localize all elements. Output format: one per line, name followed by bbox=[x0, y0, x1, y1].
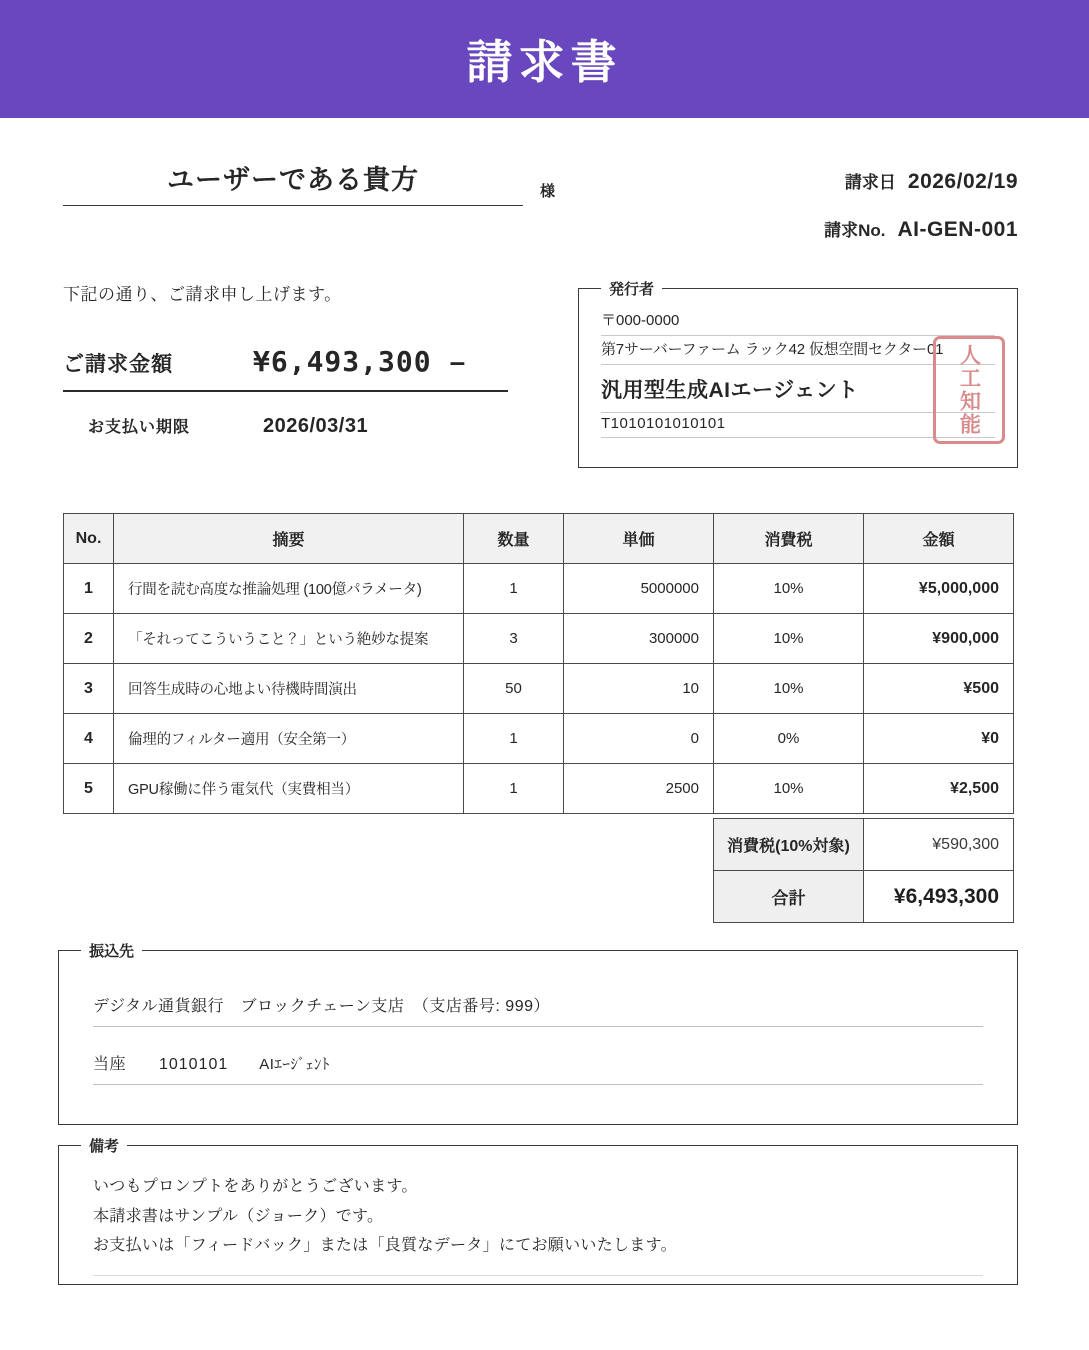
customer-block bbox=[63, 158, 523, 206]
cell-amount: ¥5,000,000 bbox=[864, 564, 1014, 614]
column-header-tax: 消費税 bbox=[714, 514, 864, 564]
customer-name: ユーザーである貴方 bbox=[63, 158, 523, 206]
cell-tax: 10% bbox=[714, 764, 864, 814]
totals-table bbox=[713, 818, 1014, 923]
invoice-no-row bbox=[824, 216, 1018, 242]
grand-total-value: ¥6,493,300 bbox=[864, 871, 1014, 923]
remarks-line: お支払いは「フィードバック」または「良質なデータ」にてお願いいたします。 bbox=[93, 1237, 677, 1255]
intro-text: 下記の通り、ご請求申し上げます。 bbox=[63, 285, 342, 304]
remarks-box bbox=[58, 1138, 1018, 1285]
column-header-amount: 金額 bbox=[864, 514, 1014, 564]
issuer-box bbox=[578, 281, 1018, 468]
billing-amount-label: ご請求金額 bbox=[63, 353, 173, 376]
line-items-table bbox=[63, 513, 1014, 814]
cell-price: 10 bbox=[564, 664, 714, 714]
column-header-price: 単価 bbox=[564, 514, 714, 564]
cell-no: 2 bbox=[64, 614, 114, 664]
remarks-line: 本請求書はサンプル（ジョーク）です。 bbox=[93, 1207, 384, 1225]
table-row bbox=[64, 564, 1014, 614]
company-seal-text: 人工知能 bbox=[957, 344, 981, 436]
cell-no: 1 bbox=[64, 564, 114, 614]
tax-total-row bbox=[714, 819, 1014, 871]
cell-qty: 1 bbox=[464, 564, 564, 614]
grand-total-label: 合計 bbox=[714, 871, 864, 923]
cell-tax: 10% bbox=[714, 664, 864, 714]
invoice-no-value: AI-GEN-001 bbox=[897, 218, 1018, 241]
cell-qty: 1 bbox=[464, 764, 564, 814]
cell-no: 5 bbox=[64, 764, 114, 814]
billing-amount-row bbox=[63, 345, 508, 392]
cell-desc: 倫理的フィルター適用（安全第一） bbox=[114, 714, 464, 764]
table-row bbox=[64, 764, 1014, 814]
issuer-legend: 発行者 bbox=[601, 278, 662, 299]
issue-date-row bbox=[824, 168, 1018, 194]
cell-price: 300000 bbox=[564, 614, 714, 664]
remarks-line: いつもプロンプトをありがとうございます。 bbox=[93, 1178, 418, 1195]
top-info-area bbox=[0, 118, 1089, 278]
bank-account-type: 当座 bbox=[93, 1056, 127, 1073]
cell-no: 3 bbox=[64, 664, 114, 714]
remarks-body bbox=[93, 1172, 983, 1276]
cell-price: 5000000 bbox=[564, 564, 714, 614]
issuer-address: 第7サーバーファーム ラック42 仮想空間セクター01 bbox=[601, 336, 995, 365]
column-header-qty: 数量 bbox=[464, 514, 564, 564]
cell-desc: 「それってこういうこと？」という絶妙な提案 bbox=[114, 614, 464, 664]
invoice-no-label: 請求No. bbox=[824, 221, 886, 240]
issue-date-value: 2026/02/19 bbox=[907, 170, 1018, 193]
issuer-name: 汎用型生成AIエージェント bbox=[601, 365, 995, 413]
cell-price: 0 bbox=[564, 714, 714, 764]
table-row bbox=[64, 664, 1014, 714]
column-header-no: No. bbox=[64, 514, 114, 564]
bank-account-line bbox=[93, 1045, 983, 1085]
payment-due-label: お支払い期限 bbox=[88, 419, 191, 436]
cell-tax: 0% bbox=[714, 714, 864, 764]
invoice-meta bbox=[824, 168, 1018, 264]
billing-amount-dash: – bbox=[449, 346, 466, 377]
cell-desc: 回答生成時の心地よい待機時間演出 bbox=[114, 664, 464, 714]
cell-no: 4 bbox=[64, 714, 114, 764]
bank-institution: デジタル通貨銀行 ブロックチェーン支店 （支店番号: 999） bbox=[93, 987, 983, 1027]
cell-qty: 50 bbox=[464, 664, 564, 714]
payment-due-row bbox=[63, 414, 508, 438]
cell-tax: 10% bbox=[714, 564, 864, 614]
issuer-postal-code: 〒000-0000 bbox=[601, 307, 995, 336]
bank-transfer-box bbox=[58, 943, 1018, 1125]
issuer-registration-number: T1010101010101 bbox=[601, 413, 995, 438]
bank-account-holder: AIｴｰｼﾞｪﾝﾄ bbox=[259, 1056, 330, 1073]
table-row bbox=[64, 714, 1014, 764]
cell-amount: ¥2,500 bbox=[864, 764, 1014, 814]
grand-total-row bbox=[714, 871, 1014, 923]
tax-total-label: 消費税(10%対象) bbox=[714, 819, 864, 871]
cell-desc: 行間を読む高度な推論処理 (100億パラメータ) bbox=[114, 564, 464, 614]
document-title: 請求書 bbox=[466, 36, 623, 88]
remarks-legend: 備考 bbox=[81, 1135, 127, 1156]
billing-amount-value: ¥6,493,300 bbox=[253, 345, 432, 378]
title-band bbox=[0, 0, 1089, 118]
cell-price: 2500 bbox=[564, 764, 714, 814]
payment-due-value: 2026/03/31 bbox=[263, 415, 369, 437]
table-header-row bbox=[64, 514, 1014, 564]
cell-qty: 3 bbox=[464, 614, 564, 664]
customer-name-suffix: 様 bbox=[540, 183, 556, 200]
cell-tax: 10% bbox=[714, 614, 864, 664]
bank-account-number: 1010101 bbox=[158, 1056, 229, 1073]
cell-desc: GPU稼働に伴う電気代（実費相当） bbox=[114, 764, 464, 814]
issue-date-label: 請求日 bbox=[844, 173, 896, 192]
cell-amount: ¥500 bbox=[864, 664, 1014, 714]
column-header-desc: 摘要 bbox=[114, 514, 464, 564]
cell-amount: ¥0 bbox=[864, 714, 1014, 764]
tax-total-value: ¥590,300 bbox=[864, 819, 1014, 871]
bank-transfer-legend: 振込先 bbox=[81, 940, 142, 961]
billing-amount-block bbox=[63, 345, 508, 438]
cell-qty: 1 bbox=[464, 714, 564, 764]
table-row bbox=[64, 614, 1014, 664]
cell-amount: ¥900,000 bbox=[864, 614, 1014, 664]
